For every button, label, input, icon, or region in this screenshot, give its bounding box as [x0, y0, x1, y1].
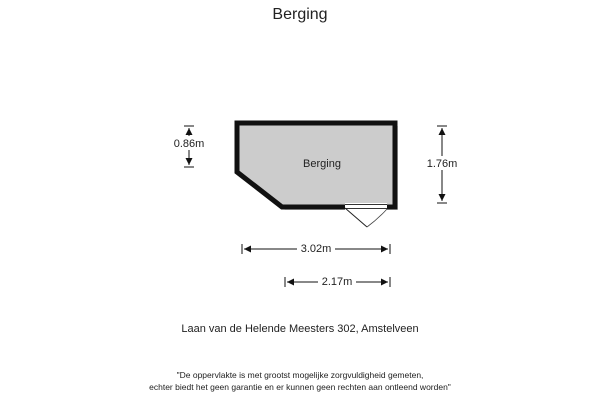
dimension-left-height: 0.86m	[173, 138, 205, 150]
door-swing	[367, 209, 387, 227]
address: Laan van de Helende Meesters 302, Amstelveen	[181, 323, 419, 335]
door-leaf	[345, 208, 367, 227]
disclaimer-line-2: echter biedt het geen garantie en er kunnen geen rechten aan ontleend worden"	[149, 382, 451, 392]
page-title: Berging	[272, 6, 328, 23]
dimension-right-height: 1.76m	[426, 158, 458, 170]
disclaimer	[0, 369, 600, 393]
room-label: Berging	[303, 158, 341, 170]
dimension-total-width: 3.02m	[300, 243, 332, 255]
disclaimer-line-1: "De oppervlakte is met grootst mogelijke zorgvuldigheid gemeten,	[176, 370, 424, 380]
dimension-partial-width: 2.17m	[321, 276, 353, 288]
